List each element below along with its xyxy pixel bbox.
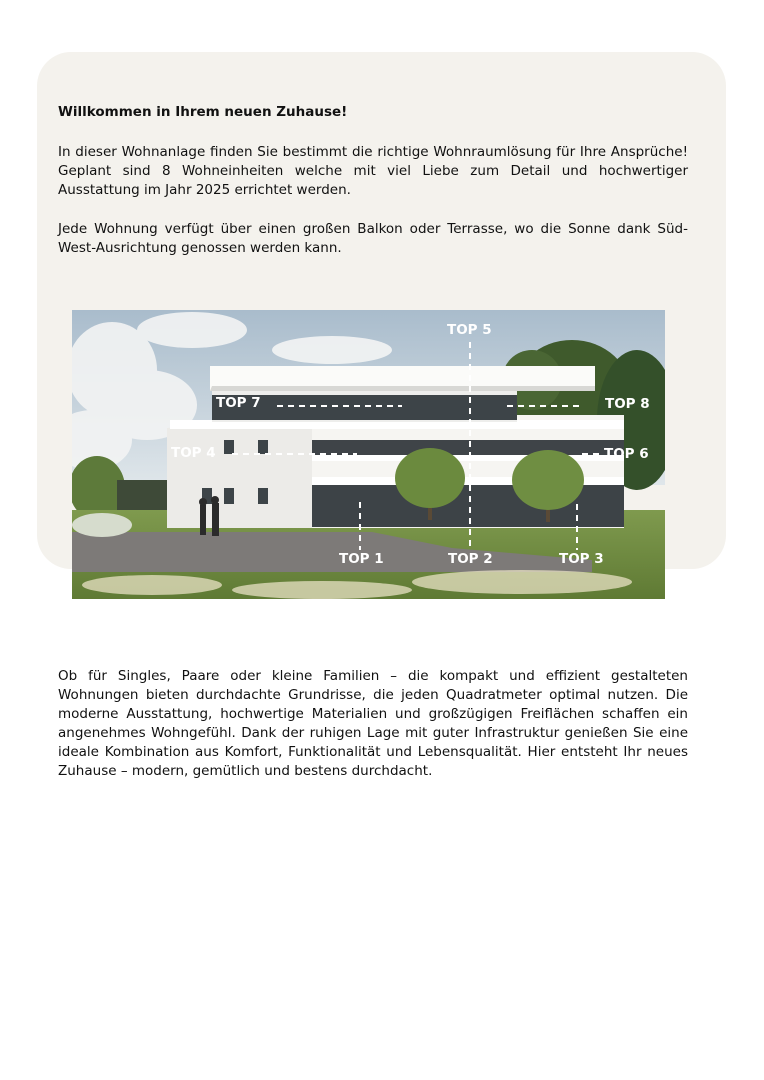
outro-paragraph: Ob für Singles, Paare oder kleine Familien – die kompakt und effizient gestalteten Wohnungen bieten durchdachte Grundrisse, die jeden Quadratmeter optimal nutzen. Die moderne Ausstattung, hochwertige Materialien und großzügigen Freiflächen schaffen ein angenehmes Wohngefühl. Dank der ruhigen Lage mit guter Infrastruktur genießen Sie eine ideale Kombination aus Komfort, Funktionalität und Lebensqualität. Hier entsteht Ihr neues Zuhause – modern, gemütlich und bestens durchdacht. bbox=[58, 668, 688, 779]
label-top-2: TOP 2 bbox=[448, 551, 493, 567]
intro-paragraph-1: In dieser Wohnanlage finden Sie bestimmt die richtige Wohnraumlösung für Ihre Ansprüche! Geplant sind 8 Wohneinheiten welche mit viel Liebe zum Detail und hochwertiger Ausstattung im Jahr 2025 errichtet werden. bbox=[58, 144, 688, 198]
label-top-8: TOP 8 bbox=[605, 396, 650, 412]
page-heading: Willkommen in Ihrem neuen Zuhause! bbox=[58, 104, 348, 120]
label-top-4: TOP 4 bbox=[171, 445, 216, 461]
intro-paragraph-2: Jede Wohnung verfügt über einen großen Balkon oder Terrasse, wo die Sonne dank Süd-West-Ausrichtung genossen werden kann. bbox=[58, 221, 688, 256]
label-top-3: TOP 3 bbox=[559, 551, 604, 567]
label-top-7: TOP 7 bbox=[216, 395, 261, 411]
label-top-5: TOP 5 bbox=[447, 322, 492, 338]
label-top-1: TOP 1 bbox=[339, 551, 384, 567]
building-rendering bbox=[72, 310, 665, 599]
label-top-6: TOP 6 bbox=[604, 446, 649, 462]
